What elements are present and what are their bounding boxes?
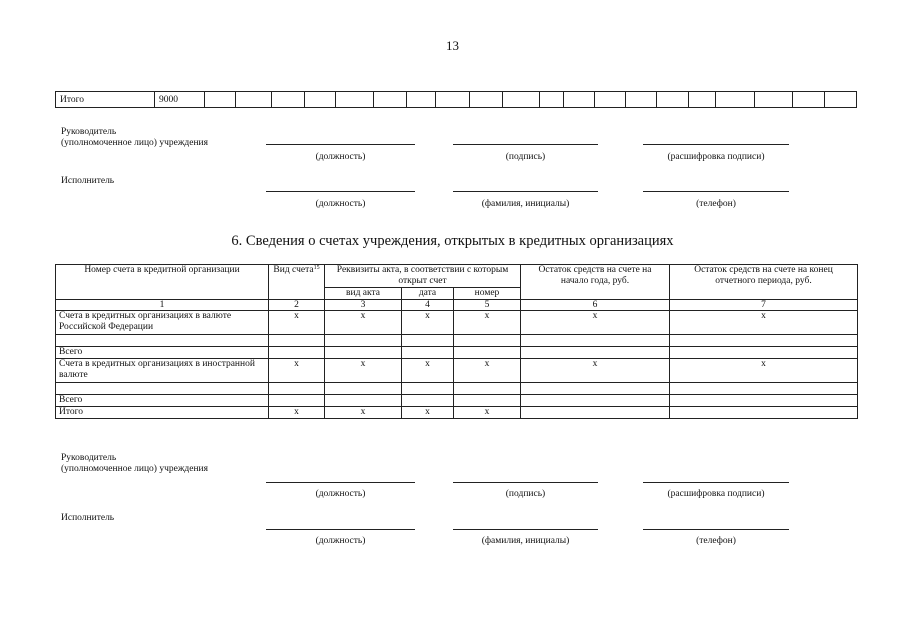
summary-cell bbox=[716, 92, 755, 108]
table-cell[interactable] bbox=[454, 383, 521, 395]
signature-line[interactable] bbox=[266, 144, 415, 145]
mark-cell: x bbox=[269, 359, 325, 383]
signature-line[interactable] bbox=[453, 191, 598, 192]
column-number: 7 bbox=[670, 300, 858, 311]
signature-line[interactable] bbox=[453, 144, 598, 145]
head-label-line2: (уполномоченное лицо) учреждения bbox=[61, 138, 208, 148]
column-number: 4 bbox=[402, 300, 454, 311]
signature-line[interactable] bbox=[266, 482, 415, 483]
caption-signature-decoding: (расшифровка подписи) bbox=[667, 152, 765, 162]
table-cell[interactable] bbox=[269, 347, 325, 359]
signature-line[interactable] bbox=[266, 191, 415, 192]
mark-cell: x bbox=[325, 359, 402, 383]
header-balance-end: Остаток средств на счете на конец отчетного периода, руб. bbox=[670, 265, 858, 300]
caption-signature: (подпись) bbox=[505, 489, 546, 499]
row-rub-accounts-label: Счета в кредитных организациях в валюте Российской Федерации bbox=[56, 311, 269, 335]
mark-cell: x bbox=[454, 359, 521, 383]
signature-line[interactable] bbox=[453, 529, 598, 530]
signature-line[interactable] bbox=[266, 529, 415, 530]
mark-cell: x bbox=[325, 407, 402, 419]
footnote-mark: 15 bbox=[313, 265, 320, 271]
accounts-table bbox=[55, 264, 858, 419]
table-cell[interactable] bbox=[670, 407, 858, 419]
summary-code: 9000 bbox=[155, 92, 205, 108]
header-act-number: номер bbox=[454, 288, 521, 300]
caption-signature: (подпись) bbox=[505, 152, 546, 162]
summary-total-row bbox=[55, 91, 857, 108]
table-cell[interactable] bbox=[670, 347, 858, 359]
summary-cell bbox=[436, 92, 470, 108]
table-cell[interactable] bbox=[454, 395, 521, 407]
table-cell[interactable] bbox=[269, 335, 325, 347]
mark-cell: x bbox=[269, 407, 325, 419]
caption-phone: (телефон) bbox=[696, 199, 736, 209]
table-cell[interactable] bbox=[521, 407, 670, 419]
executor-label-2: Исполнитель bbox=[61, 513, 115, 523]
summary-cell bbox=[503, 92, 540, 108]
mark-cell: x bbox=[402, 359, 454, 383]
table-cell[interactable] bbox=[521, 347, 670, 359]
mark-cell: x bbox=[454, 311, 521, 335]
head-label-line1: Руководитель bbox=[61, 453, 117, 463]
head-label-1 bbox=[61, 127, 208, 149]
summary-cell bbox=[336, 92, 374, 108]
summary-cell bbox=[825, 92, 857, 108]
caption-phone: (телефон) bbox=[696, 536, 736, 546]
caption-position: (должность) bbox=[315, 152, 366, 162]
table-cell[interactable] bbox=[454, 347, 521, 359]
signature-line[interactable] bbox=[643, 191, 789, 192]
table-cell[interactable] bbox=[670, 395, 858, 407]
signature-line[interactable] bbox=[643, 529, 789, 530]
table-cell[interactable] bbox=[56, 335, 269, 347]
mark-cell: x bbox=[521, 311, 670, 335]
column-number: 1 bbox=[56, 300, 269, 311]
summary-cell bbox=[236, 92, 272, 108]
summary-cell bbox=[657, 92, 689, 108]
header-act-requisites: Реквизиты акта, в соответствии с которым открыт счет bbox=[325, 265, 521, 288]
column-number: 5 bbox=[454, 300, 521, 311]
row-total-label: Всего bbox=[56, 347, 269, 359]
row-grand-total-label: Итого bbox=[56, 407, 269, 419]
header-account-type-text: Вид счета bbox=[273, 265, 314, 275]
page-number: 13 bbox=[446, 38, 459, 53]
header-act-type: вид акта bbox=[325, 288, 402, 300]
executor-label-1: Исполнитель bbox=[61, 176, 115, 186]
table-cell[interactable] bbox=[325, 395, 402, 407]
header-account-type bbox=[269, 265, 325, 300]
caption-position: (должность) bbox=[315, 489, 366, 499]
table-cell[interactable] bbox=[56, 383, 269, 395]
table-cell[interactable] bbox=[454, 335, 521, 347]
summary-cell bbox=[470, 92, 503, 108]
table-cell[interactable] bbox=[521, 395, 670, 407]
table-cell[interactable] bbox=[521, 383, 670, 395]
signature-line[interactable] bbox=[643, 144, 789, 145]
summary-cell bbox=[205, 92, 236, 108]
caption-signature-decoding: (расшифровка подписи) bbox=[667, 489, 765, 499]
table-cell[interactable] bbox=[325, 383, 402, 395]
summary-cell bbox=[626, 92, 657, 108]
header-act-date: дата bbox=[402, 288, 454, 300]
table-cell[interactable] bbox=[670, 383, 858, 395]
summary-cell bbox=[793, 92, 825, 108]
mark-cell: x bbox=[402, 407, 454, 419]
mark-cell: x bbox=[670, 311, 858, 335]
section-title: 6. Сведения о счетах учреждения, открытых в кредитных организациях bbox=[231, 233, 674, 249]
summary-cell bbox=[374, 92, 407, 108]
mark-cell: x bbox=[521, 359, 670, 383]
column-number: 6 bbox=[521, 300, 670, 311]
mark-cell: x bbox=[325, 311, 402, 335]
summary-cell bbox=[595, 92, 626, 108]
summary-cell bbox=[272, 92, 305, 108]
summary-cell bbox=[305, 92, 336, 108]
table-cell[interactable] bbox=[402, 383, 454, 395]
table-cell[interactable] bbox=[269, 395, 325, 407]
summary-cell bbox=[689, 92, 716, 108]
column-number: 3 bbox=[325, 300, 402, 311]
signature-line[interactable] bbox=[453, 482, 598, 483]
mark-cell: x bbox=[454, 407, 521, 419]
table-cell[interactable] bbox=[402, 395, 454, 407]
mark-cell: x bbox=[402, 311, 454, 335]
head-label-2 bbox=[61, 453, 208, 475]
column-number: 2 bbox=[269, 300, 325, 311]
signature-line[interactable] bbox=[643, 482, 789, 483]
head-label-line1: Руководитель bbox=[61, 127, 117, 137]
caption-position: (должность) bbox=[315, 536, 366, 546]
table-cell[interactable] bbox=[325, 335, 402, 347]
summary-cell bbox=[407, 92, 436, 108]
header-account-number: Номер счета в кредитной организации bbox=[56, 265, 269, 300]
table-cell[interactable] bbox=[521, 335, 670, 347]
caption-position: (должность) bbox=[315, 199, 366, 209]
table-cell[interactable] bbox=[325, 347, 402, 359]
caption-name: (фамилия, инициалы) bbox=[481, 199, 570, 209]
header-balance-start: Остаток средств на счете на начало года, руб. bbox=[521, 265, 670, 300]
table-cell[interactable] bbox=[402, 335, 454, 347]
table-cell[interactable] bbox=[269, 383, 325, 395]
caption-name: (фамилия, инициалы) bbox=[481, 536, 570, 546]
table-cell[interactable] bbox=[402, 347, 454, 359]
row-total-label: Всего bbox=[56, 395, 269, 407]
table-cell[interactable] bbox=[670, 335, 858, 347]
summary-label: Итого bbox=[56, 92, 155, 108]
mark-cell: x bbox=[670, 359, 858, 383]
head-label-line2: (уполномоченное лицо) учреждения bbox=[61, 464, 208, 474]
mark-cell: x bbox=[269, 311, 325, 335]
row-foreign-accounts-label: Счета в кредитных организациях в иностранной валюте bbox=[56, 359, 269, 383]
summary-cell bbox=[540, 92, 564, 108]
summary-cell bbox=[564, 92, 595, 108]
summary-cell bbox=[755, 92, 793, 108]
